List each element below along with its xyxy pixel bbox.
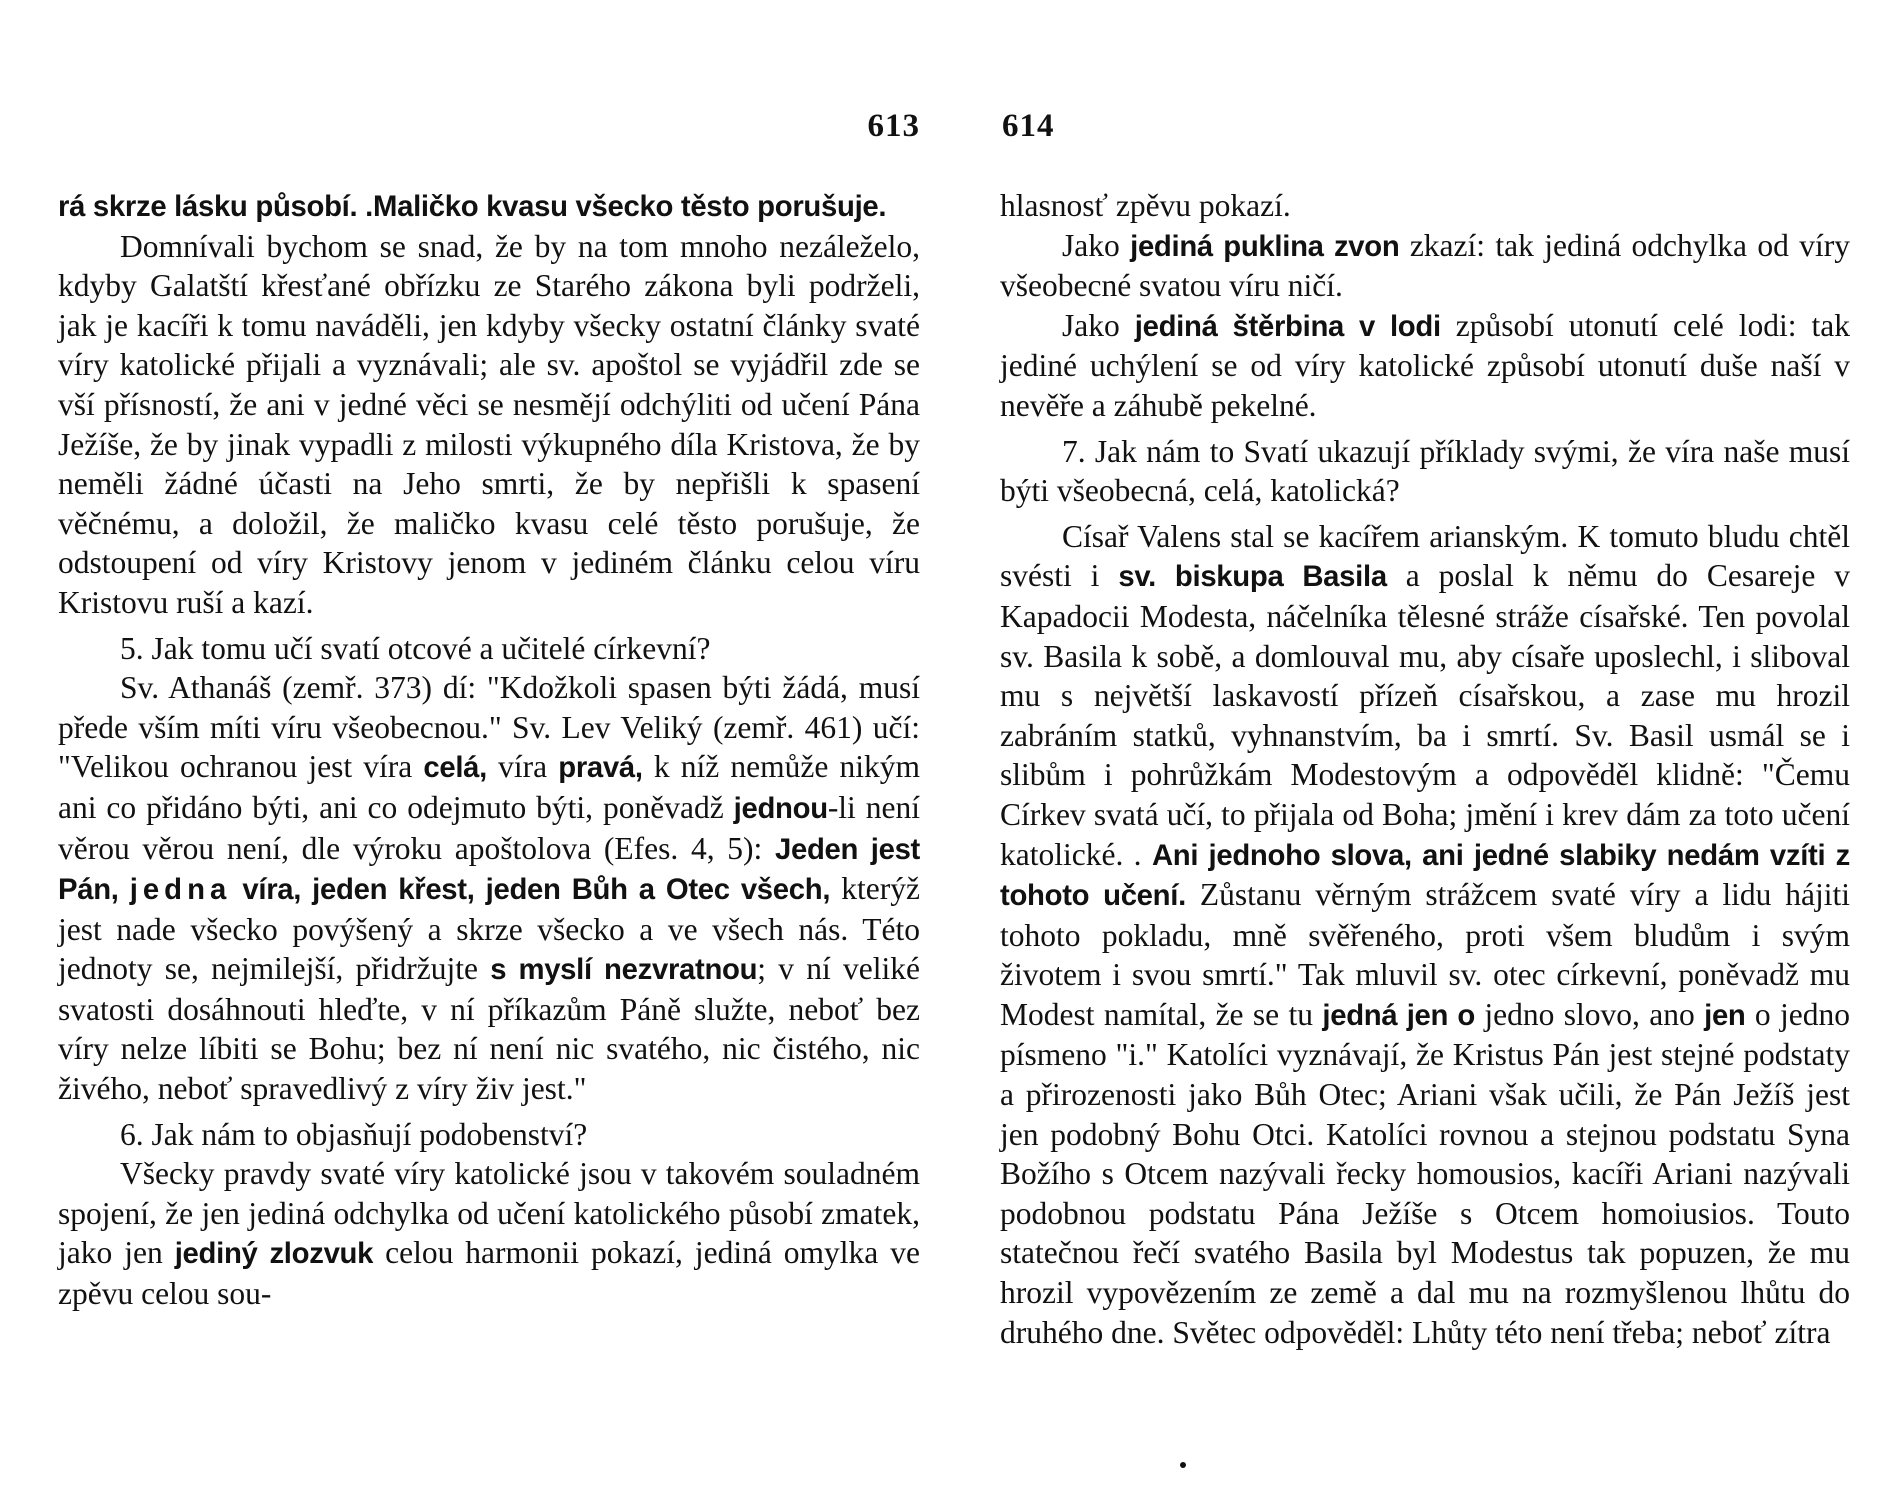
left-page xyxy=(58,0,920,1500)
paragraph xyxy=(1000,517,1850,1352)
text-run xyxy=(119,871,130,906)
text-run: Jako xyxy=(1062,307,1135,343)
text-run: kterýž jest nade všecko povýšený a skrze všecko a ve všech nás. Této jednoty se, nejmilejší, přidržujte xyxy=(58,871,921,987)
question-heading: 5. Jak tomu učí svatí otcové a učitelé církevní? xyxy=(120,630,711,666)
text-run: a poslal k němu do Cesareje v Kapadocii Modesta, náčelníka tělesné stráže císařské. Ten povolal sv. Basila k sobě, a domlouval mu, aby císaře uposlechl, i sliboval mu s největší laskavostí přízeň císařskou, a zase mu hrozil zabráním statků, vyhnanstvím, ba i smrtí. Sv. Basil usmál se i slibům i pohrůžkám Modestovým a odpověděl klidně: "Čemu Církev svatá učí, to přijala od Boha; jmění i krev dám za toto učení katolické. . xyxy=(1000,558,1850,872)
bold-text: jediný zlozvuk xyxy=(174,1237,374,1271)
text-run: o jedno písmeno "i." Katolíci vyznávají, že Kristus Pán jest stejné podstaty a přirozenosti jako Bůh Otec; Ariani však učili, že Pán Ježíš jest jen podobný Bohu Otci. Katolíci rovnou a stejnou podstatu Syna Božího s Otcem nazývali řecky homousios, kacíři Ariani nazývali podobnou podstatu Pána Ježíše s Otcem homoiusios. Touto statečnou řečí svatého Basila byl Modestus tak popuzen, že mu hrozil vypovězením ze země a dal mu na rozmyšlenou lhůtu do druhého dne. Světec odpověděl: Lhůty této není třeba; neboť zítra xyxy=(1000,996,1850,1350)
bold-text: sv. biskupa Basila xyxy=(1118,560,1387,594)
bold-text: Ani jednoho slova, ani jedné slabiky nedám vzíti z tohoto učení. xyxy=(1000,838,1850,913)
text-run: ; v ní veliké svatosti dosáhnouti hleďte, v ní příkazům Páně služte, neboť bez víry nelze líbiti se Bohu; bez ní není nic svatého, nic čistého, nic živého, neboť spravedlivý z víry živ jest." xyxy=(58,951,920,1107)
text-run: zkazí: tak jediná odchylka od víry všeobecné svatou víru ničí. xyxy=(1000,227,1850,304)
bold-text: jen xyxy=(1704,998,1746,1032)
bold-text: rá skrze lásku působí. .Maličko kvasu všecko těsto porušuje. xyxy=(58,190,887,223)
text-run: způsobí utonutí celé lodi: tak jediné uchýlení se od víry katolické způsobí utonutí duše naší v nevěře a záhubě pekelné. xyxy=(1000,307,1850,423)
question-heading: 6. Jak nám to objasňují podobenství? xyxy=(120,1116,588,1152)
paragraph: hlasnosť zpěvu pokazí. xyxy=(1000,188,1291,223)
bold-text: myslí nezvratnou xyxy=(518,953,758,987)
text-run: jedno slovo, ano xyxy=(1475,996,1705,1032)
text-run: celou harmonii pokazí, jediná omylka ve zpěvu celou sou- xyxy=(58,1235,921,1312)
question-heading: 7. Jak nám to Svatí ukazují příklady svými, že víra naše musí býti všeobecná, celá, katolická? xyxy=(1000,433,1850,509)
bold-text: víra, jeden křest, jeden Bůh a Otec všech, xyxy=(242,873,831,907)
right-page xyxy=(1000,0,1850,1500)
text-column xyxy=(1000,186,1850,1352)
text-run: Domnívali bychom se snad, že by na tom mnoho nezáleželo, kdyby Galatští křesťané obřízku ze Starého zákona byli podrželi, jak je kacíři k tomu naváděli, jen kdyby všecky ostatní články svaté víry katolické přijali a vyznávali; ale sv. apoštol se vyjádřil zde se vší přísností, že ani v jedné věci se nesmějí odchýliti od učení Pána Ježíše, že by jinak vypadli z milosti výkupného díla Kristova, že by neměli žádné účasti na Jeho smrti, že by nepřišli k spasení věčnému, a doložil, že maličko kvasu celé těsto porušuje, že odstoupení od víry Kristovy jenom v jediném článku celou víru Kristovu ruší a kazí. xyxy=(58,228,920,620)
paragraph xyxy=(58,227,920,623)
bold-spaced-text: jedna xyxy=(129,873,232,907)
bold-text: jedná jen o xyxy=(1322,998,1476,1032)
text-run: Všecky pravdy svaté víry katolické jsou v takovém souladném spojení, že jen jediná odchylka od učení katolického působí zmatek, jako jen xyxy=(58,1156,920,1271)
text-run: víra xyxy=(486,749,559,785)
bold-text: Jeden jest Pán, xyxy=(58,832,921,907)
text-run: k níž nemůže nikým ani co přidáno býti, ani co odejmuto býti, poněvadž xyxy=(58,749,920,825)
bold-text: jednou xyxy=(733,791,828,825)
text-run: Jako xyxy=(1062,227,1131,263)
paragraph xyxy=(58,668,920,1109)
bold-text: celá, xyxy=(423,751,487,785)
paragraph xyxy=(1000,306,1850,426)
text-run: Sv. Athanáš (zemř. 373) dí: "Kdožkoli spasen býti žádá, musí přede vším míti víru všeobecnou." Sv. Lev Veliký (zemř. 461) učí: "Velikou ochranou jest víra xyxy=(58,670,920,785)
text-run: Zůstanu věrným strážcem svaté víry a lidu hájiti tohoto pokladu, mně svěřeného, proti všem bludům i svým životem i svou smrtí." Tak mluvil sv. otec církevní, poněvadž mu Modest namítal, že se tu xyxy=(1000,877,1850,1032)
text-run xyxy=(506,951,518,986)
text-run: Císař Valens stal se kacířem arianským. K tomuto bludu chtěl svésti i xyxy=(1000,518,1850,594)
paragraph xyxy=(58,186,920,227)
bold-text: jediná puklina zvon xyxy=(1130,229,1400,263)
page-number: 614 xyxy=(1002,108,1055,144)
page-number: 613 xyxy=(867,108,920,144)
bold-text: s xyxy=(490,953,507,987)
bold-text: jediná štěrbina v lodi xyxy=(1134,309,1441,343)
paragraph xyxy=(58,1154,920,1313)
ink-blot xyxy=(1180,1462,1186,1468)
text-run xyxy=(231,871,242,906)
bold-text: pravá, xyxy=(558,751,643,785)
paragraph xyxy=(1000,226,1850,306)
text-column xyxy=(58,186,920,1314)
text-run: -li není věrou věrou není, dle výroku apoštolova (Efes. 4, 5): xyxy=(58,789,920,866)
